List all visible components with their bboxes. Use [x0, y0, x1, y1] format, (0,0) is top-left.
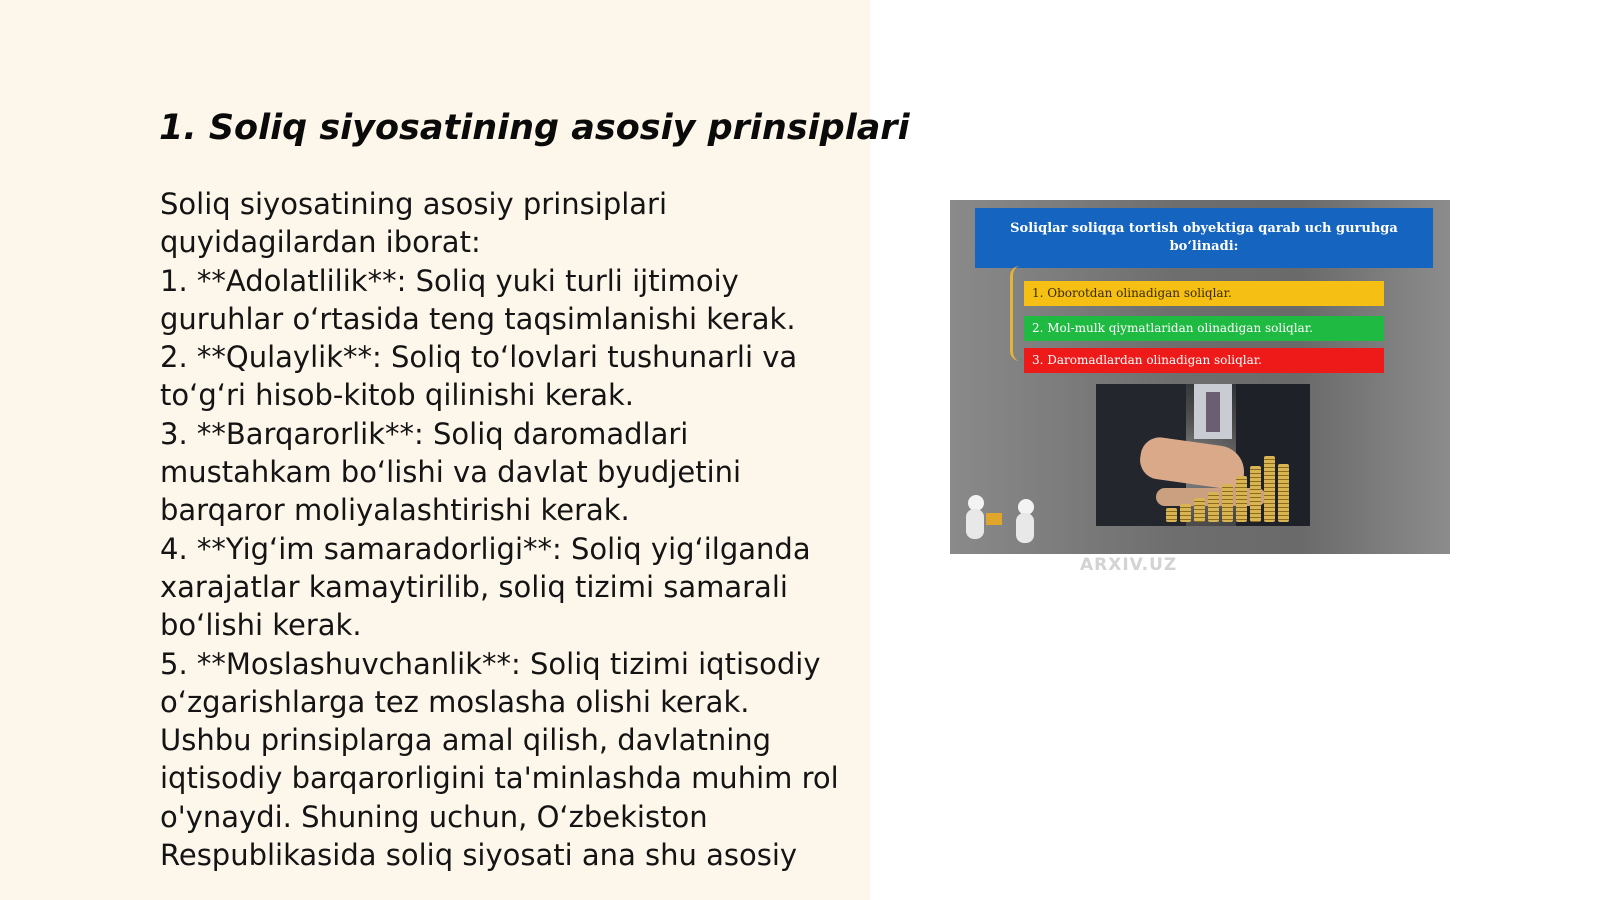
coin-stack: [1222, 484, 1233, 522]
tax-group-item-3: 3. Daromadlardan olinadigan soliqlar.: [1024, 348, 1384, 373]
tax-groups-image: [950, 200, 1450, 554]
principle-4: 4. **Yig‘im samaradorligi**: Soliq yig‘ilganda xarajatlar kamaytirilib, soliq tizimi samarali bo‘lishi kerak.: [160, 531, 811, 643]
figures-carrying-box-icon: [960, 495, 1050, 554]
coin-stack: [1166, 508, 1177, 522]
box-icon: [986, 513, 1002, 525]
coin-stack: [1236, 476, 1247, 522]
principle-2: 2. **Qulaylik**: Soliq to‘lovlari tushunarli va to‘g‘ri hisob-kitob qilinishi kerak.: [160, 340, 798, 413]
coin-stack: [1264, 456, 1275, 522]
figure-body: [1016, 513, 1034, 543]
intro-paragraph: Soliq siyosatining asosiy prinsiplari quyidagilardan iborat:: [160, 187, 668, 260]
principle-1: 1. **Adolatlilik**: Soliq yuki turli ijtimoiy guruhlar o‘rtasida teng taqsimlanishi kerak.: [160, 263, 796, 336]
tax-group-item-1: 1. Oborotdan olinadigan soliqlar.: [1024, 281, 1384, 306]
figure-body: [966, 509, 984, 539]
image-header: Soliqlar soliqqa tortish obyektiga qarab uch guruhga bo‘linadi:: [975, 208, 1433, 268]
coin-stack: [1180, 504, 1191, 522]
slide-title: 1. Soliq siyosatining asosiy prinsiplari: [159, 108, 910, 148]
tie: [1206, 392, 1220, 432]
conclusion-paragraph: Ushbu prinsiplarga amal qilish, davlatning iqtisodiy barqarorligini ta'minlashda muhim rol o'ynaydi. Shuning uchun, O‘zbekiston Respublikasida soliq siyosati ana shu asosiy: [160, 723, 839, 873]
coin-stack: [1194, 498, 1205, 522]
tax-group-item-2: 2. Mol-mulk qiymatlaridan olinadigan soliqlar.: [1024, 316, 1384, 341]
watermark: ARXIV.UZ: [1080, 555, 1178, 575]
principle-3: 3. **Barqarorlik**: Soliq daromadlari mustahkam bo‘lishi va davlat byudjetini barqaror moliyalashtirishi kerak.: [160, 416, 742, 528]
coin-stack: [1208, 492, 1219, 522]
businessman-coins-photo: [1096, 384, 1310, 526]
coin-stack: [1250, 466, 1261, 522]
body-text: [160, 185, 850, 874]
principle-5: 5. **Moslashuvchanlik**: Soliq tizimi iqtisodiy o‘zgarishlarga tez moslasha olishi kerak.: [160, 646, 821, 719]
coin-stack: [1278, 464, 1289, 522]
